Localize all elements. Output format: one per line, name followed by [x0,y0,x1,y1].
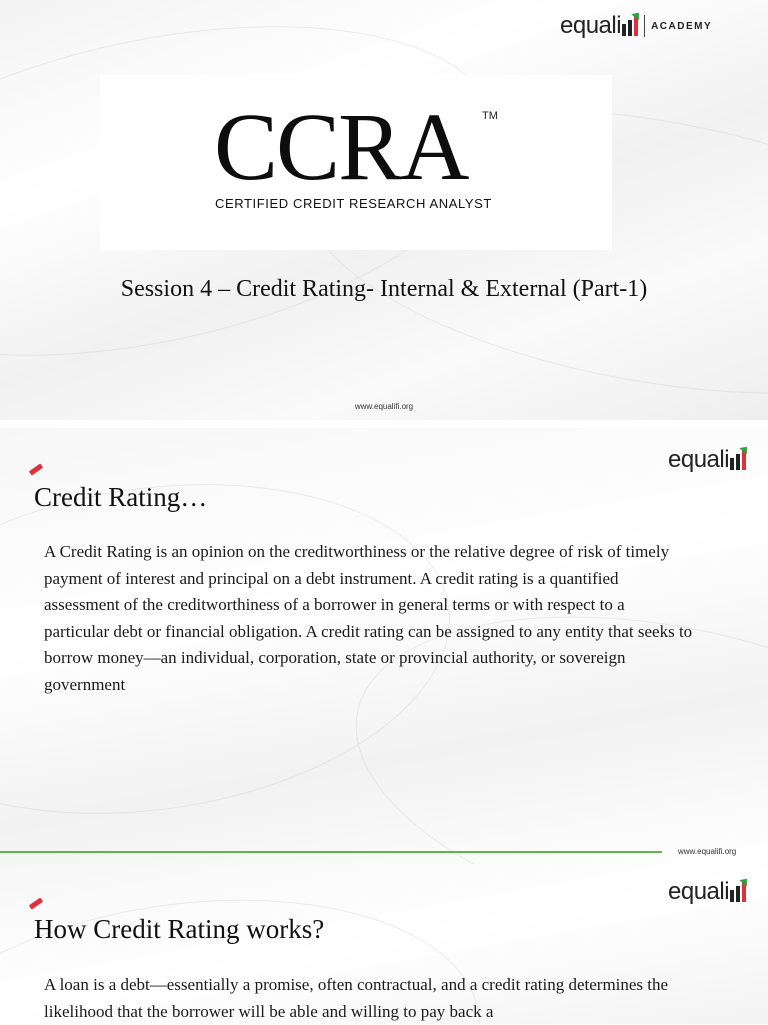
brand-bars-icon [730,882,746,902]
slide-body-text: A Credit Rating is an opinion on the creditworthiness or the relative degree of risk of timely payment of interest and principal on a debt instrument. A credit rating is a quantified assessment of the creditworthiness of a borrower in general terms or with respect to a particular debt or financial obligation. A credit rating can be assigned to any entity that seeks to borrow money—an individual, corporation, state or provincial authority, or sovereign government [44,542,693,694]
brand-bars-icon [730,450,746,470]
website-url: www.equalifi.org [678,847,737,856]
ccra-logo [100,75,612,250]
equalifi-academy-logo [560,12,712,40]
brand-wordmark: equali [668,878,730,905]
slide-heading: How Credit Rating works? [34,914,325,944]
title-slide [0,0,768,420]
session-title: Session 4 – Credit Rating- Internal & External (Part-1) [120,276,648,302]
ccra-logo-text: CCRA [214,93,468,200]
trademark-symbol: TM [482,110,498,122]
brand-bars-icon [622,16,638,36]
brand-academy-label: ACADEMY [651,20,713,32]
brand-divider [644,15,645,37]
slide-body-text: A loan is a debt—essentially a promise, often contractual, and a credit rating determines the likelihood that the borrower will be able and willing to pay back a [44,975,669,1021]
equalifi-logo [668,878,746,906]
equalifi-logo [668,446,746,474]
slide-heading: Credit Rating… [34,482,208,512]
brand-wordmark: equali [668,446,730,473]
footer-divider-line [0,851,662,853]
brand-wordmark: equali [560,12,622,39]
ccra-logo-subtitle: CERTIFIED CREDIT RESEARCH ANALYST [215,196,492,211]
website-url: www.equalifi.org [354,402,414,411]
